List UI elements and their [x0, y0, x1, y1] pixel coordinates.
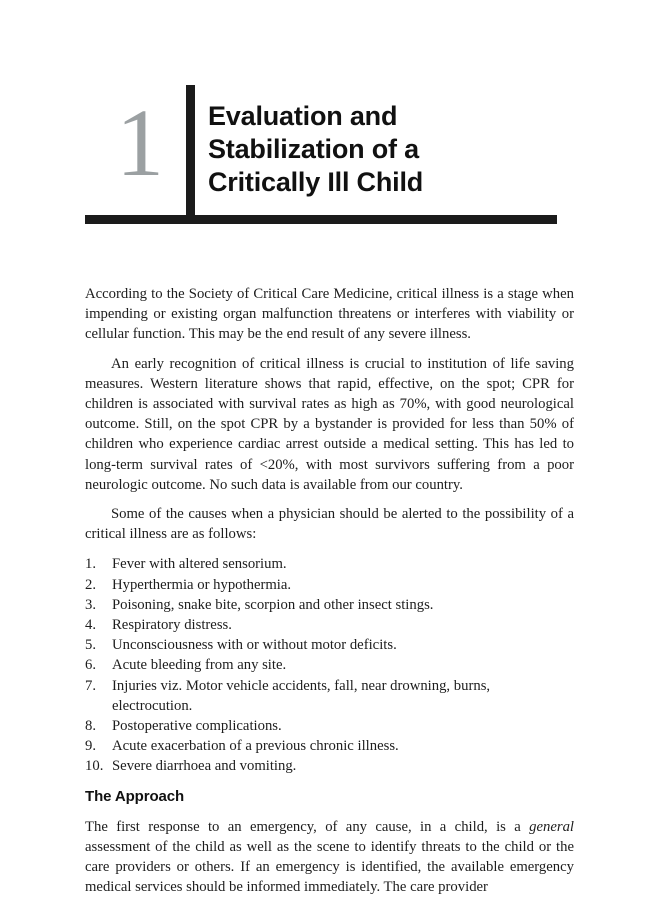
list-item	[85, 575, 574, 595]
list-item-label: Poisoning, snake bite, scorpion and other insect stings.	[112, 596, 434, 613]
list-item-number: 1.	[85, 556, 97, 573]
list-item-label: Injuries viz. Motor vehicle accidents, fall, near drowning, burns, electrocution.	[112, 677, 491, 714]
section-paragraph-emphasis: general	[529, 818, 574, 835]
list-item-label: Acute bleeding from any site.	[112, 657, 287, 674]
chapter-horizontal-rule	[85, 215, 557, 224]
list-item-number: 7.	[85, 677, 97, 694]
list-item-label: Postoperative complications.	[112, 718, 282, 735]
list-item	[85, 716, 574, 736]
list-item	[85, 554, 574, 574]
chapter-title-line-2: Stabilization of a	[208, 134, 419, 164]
list-item-label: Severe diarrhoea and vomiting.	[112, 758, 297, 775]
list-item	[85, 676, 574, 716]
section-paragraph-part-2: assessment of the child as well as the scene to identify threats to the child or the care providers or others. If an emergency is identified, the available emergency medical services should be informed immediately. The care provider	[85, 838, 574, 896]
list-item-label: Unconsciousness with or without motor deficits.	[112, 637, 397, 654]
list-item-number: 3.	[85, 596, 97, 613]
list-item-label: Fever with altered sensorium.	[112, 556, 287, 573]
list-item	[85, 756, 574, 776]
chapter-header	[0, 0, 660, 250]
section-heading-the-approach: The Approach	[85, 787, 185, 805]
list-item	[85, 736, 574, 756]
body-paragraph-3: Some of the causes when a physician should be alerted to the possibility of a critical illness are as follows:	[85, 506, 574, 543]
list-item	[85, 595, 574, 615]
list-item-number: 5.	[85, 637, 97, 654]
section-paragraph	[85, 817, 574, 898]
list-item-label: Acute exacerbation of a previous chronic illness.	[112, 738, 399, 755]
chapter-title	[208, 100, 558, 199]
chapter-vertical-rule	[186, 85, 195, 218]
list-item-label: Hyperthermia or hypothermia.	[112, 576, 292, 593]
list-item-number: 10.	[85, 758, 104, 775]
body-paragraph-2: An early recognition of critical illness is crucial to institution of life saving measures. Western literature shows that rapid, effective, on the spot; CPR for children is associated with survival rates as high as 70%, with good neurological outcome. Still, on the spot CPR by a bystander is provided for less than 50% of children who experience cardiac arrest outside a medical setting. This has led to long-term survival rates of <20%, with most survivors suffering from a poor neurologic outcome. No such data is available from our country.	[85, 355, 574, 493]
list-item	[85, 615, 574, 635]
chapter-number: 1	[116, 89, 164, 196]
list-item-number: 9.	[85, 738, 97, 755]
body-paragraph-1: According to the Society of Critical Care Medicine, critical illness is a stage when impending or existing organ malfunction threatens or interferes with viability or cellular function. This may be the end result of any severe illness.	[85, 286, 574, 343]
list-item-number: 2.	[85, 576, 97, 593]
page-body	[85, 284, 574, 897]
list-item-number: 4.	[85, 617, 97, 634]
list-item	[85, 655, 574, 675]
list-item-label: Respiratory distress.	[112, 617, 232, 634]
section-paragraph-part-1: The first response to an emergency, of any cause, in a child, is a	[85, 818, 530, 835]
chapter-title-line-3: Critically Ill Child	[208, 167, 424, 197]
list-item-number: 8.	[85, 718, 97, 735]
causes-list	[85, 554, 574, 776]
list-item	[85, 635, 574, 655]
list-item-number: 6.	[85, 657, 97, 674]
chapter-title-line-1: Evaluation and	[208, 101, 398, 131]
